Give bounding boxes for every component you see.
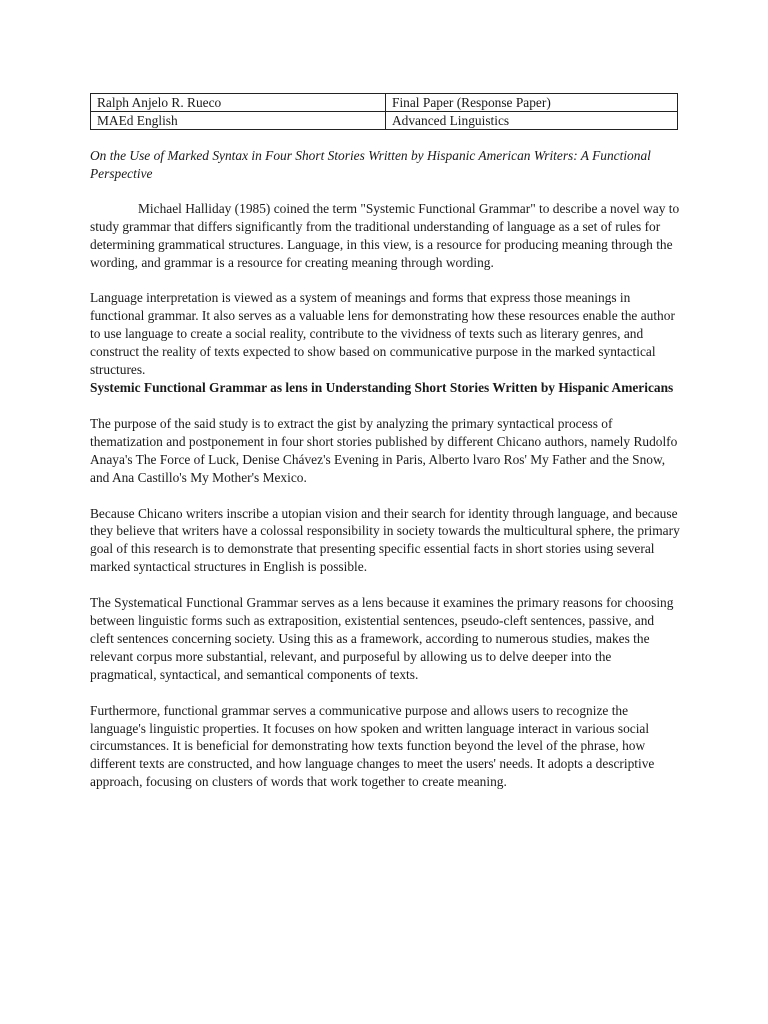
section-heading: Systemic Functional Grammar as lens in Understanding Short Stories Written by Hispanic Americans xyxy=(90,379,674,395)
header-row-2 xyxy=(91,112,678,130)
header-row-1 xyxy=(91,94,678,112)
paragraph-language-interpretation: Language interpretation is viewed as a system of meanings and forms that express those meanings in functional grammar. It also serves as a valuable lens for demonstrating how these resources enable the author to use language to create a social reality, contribute to the vividness of texts such as literary genres, and construct the reality of texts expected to show based on communicative purpose in the marked syntactical structures. xyxy=(90,290,675,378)
paper-type-cell: Final Paper (Response Paper) xyxy=(386,94,678,112)
header-table xyxy=(90,93,678,130)
paper-title: On the Use of Marked Syntax in Four Short Stories Written by Hispanic American Writers: A Functional Perspective xyxy=(90,148,651,181)
course-cell: Advanced Linguistics xyxy=(386,112,678,130)
paragraph-furthermore: Furthermore, functional grammar serves a communicative purpose and allows users to recognize the language's linguistic properties. It focuses on how spoken and written language interact in various social circumstances. It is beneficial for demonstrating how texts function beyond the level of the phrase, how different texts are constructed, and how language changes to meet the users' needs. It adopts a descriptive approach, focusing on clusters of words that work together to create meaning. xyxy=(90,702,655,790)
author-name-cell: Ralph Anjelo R. Rueco xyxy=(91,94,386,112)
paragraph-intro: Michael Halliday (1985) coined the term "Systemic Functional Grammar" to describe a novel way to study grammar that differs significantly from the traditional understanding of language as a set of rules for determining grammatical structures. Language, in this view, is a resource for producing meaning through the wording, and grammar is a resource for creating meaning through wording. xyxy=(90,200,680,270)
paragraph-purpose: The purpose of the said study is to extract the gist by analyzing the primary syntactical process of thematization and postponement in four short stories published by different Chicano authors, namely Rudolfo Anaya's The Force of Luck, Denise Chávez's Evening in Paris, Alberto lvaro Ros' My Father and the Snow, and Ana Castillo's My Mother's Mexico. xyxy=(90,415,678,485)
paragraph-chicano-writers: Because Chicano writers inscribe a utopian vision and their search for identity through language, and because they believe that writers have a colossal responsibility in society towards the multicultural sphere, the primary goal of this research is to demonstrate that presenting specific essential facts in short stories using several marked syntactical structures in English is possible. xyxy=(90,505,680,575)
paragraph-lens: The Systematical Functional Grammar serves as a lens because it examines the primary reasons for choosing between linguistic forms such as extraposition, existential sentences, pseudo-cleft sentences, passive, and cleft sentences concerning society. Using this as a framework, according to numerous studies, makes the relevant corpus more substantial, relevant, and purposeful by allowing us to delve deeper into the pragmatical, syntactical, and semantical components of texts. xyxy=(90,595,674,682)
document-page xyxy=(90,93,680,791)
program-cell: MAEd English xyxy=(91,112,386,130)
